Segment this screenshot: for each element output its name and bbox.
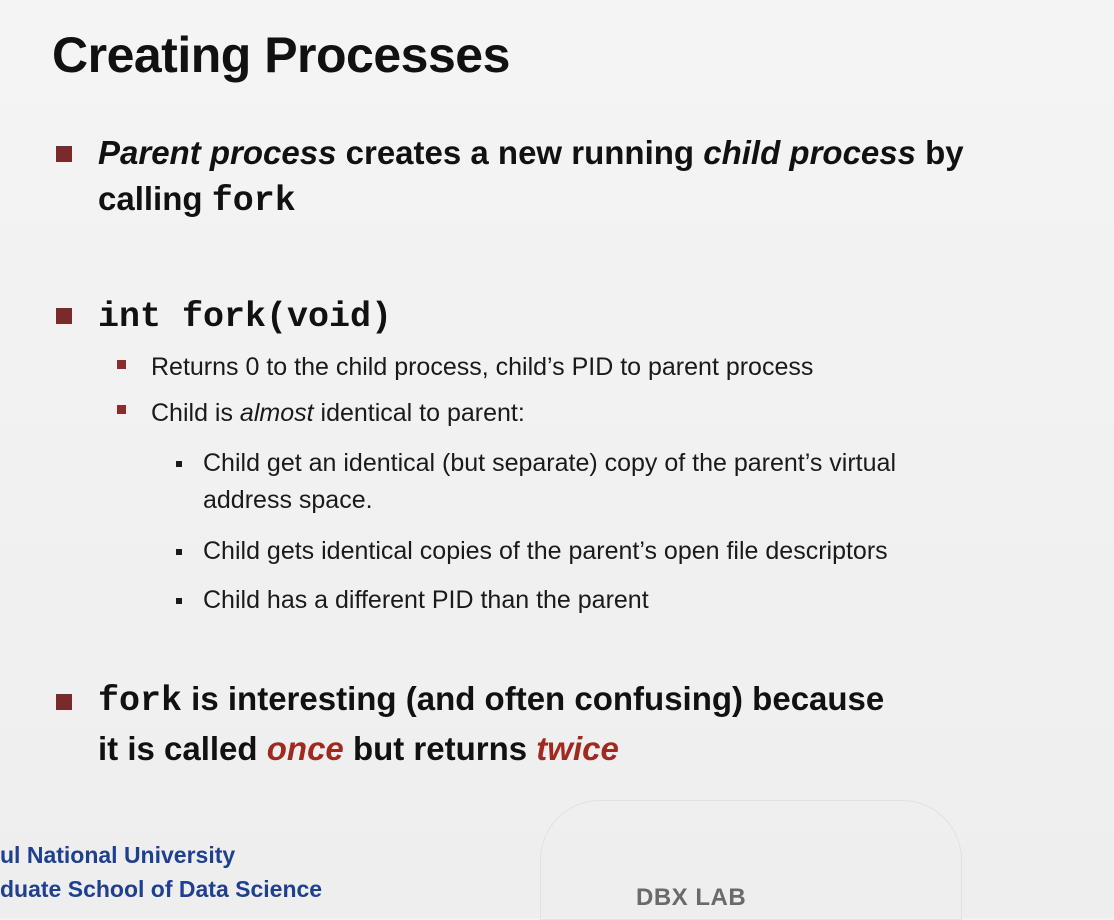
sub-bullet-almost-identical [151,396,525,430]
returns-text: but returns [343,730,537,767]
lab-logo-text: DBX LAB [636,884,747,911]
slide-title: Creating Processes [52,27,510,83]
parent-process-term: Parent process [98,134,337,171]
child-process-term: child process [703,134,916,171]
sub-bullet-returns: Returns 0 to the child process, child’s PID to parent process [151,353,814,381]
bullet-square [56,146,72,162]
sub-sub-bullet-different-pid: Child has a different PID than the parent [203,586,649,614]
bullet-3-line-2 [98,726,619,772]
bullet-1-text-end: by [915,134,964,171]
fork-code: fork [211,181,296,221]
school-name: duate School of Data Science [0,876,323,902]
sub-sub-bullet-dot [176,549,182,555]
bullet-3-text: is interesting (and often confusing) because [182,680,885,717]
university-name: ul National University [0,842,236,868]
once-emphasis: once [266,730,344,767]
sub-sub-bullet-dot [176,461,182,467]
twice-emphasis: twice [536,730,619,767]
sub-sub-bullet-address-space [203,445,896,519]
bullet-1-line-1 [98,130,964,176]
bullet-1-line-2 [98,176,296,224]
almost-emphasis: almost [239,399,314,427]
bullet-1-calling: calling [98,180,212,217]
background-watermark [540,800,962,920]
sub-sub-bullet-dot [176,598,182,604]
address-space-line-2: address space. [203,486,373,514]
bullet-1-text: creates a new running [336,134,704,171]
sub-bullet-square [117,405,126,414]
bullet-3-line-1 [98,676,884,724]
almost-post: identical to parent: [313,399,525,427]
called-text: it is called [98,730,267,767]
bullet-2-line [98,292,392,340]
bullet-square [56,308,72,324]
sub-bullet-square [117,360,126,369]
address-space-line-1: Child get an identical (but separate) copy of the parent’s virtual [203,449,896,477]
fork-signature-code: int fork(void) [98,297,393,337]
sub-sub-bullet-file-descriptors: Child gets identical copies of the parent’s open file descriptors [203,537,888,565]
almost-pre: Child is [151,399,240,427]
fork-code: fork [98,681,183,721]
bullet-square [56,694,72,710]
